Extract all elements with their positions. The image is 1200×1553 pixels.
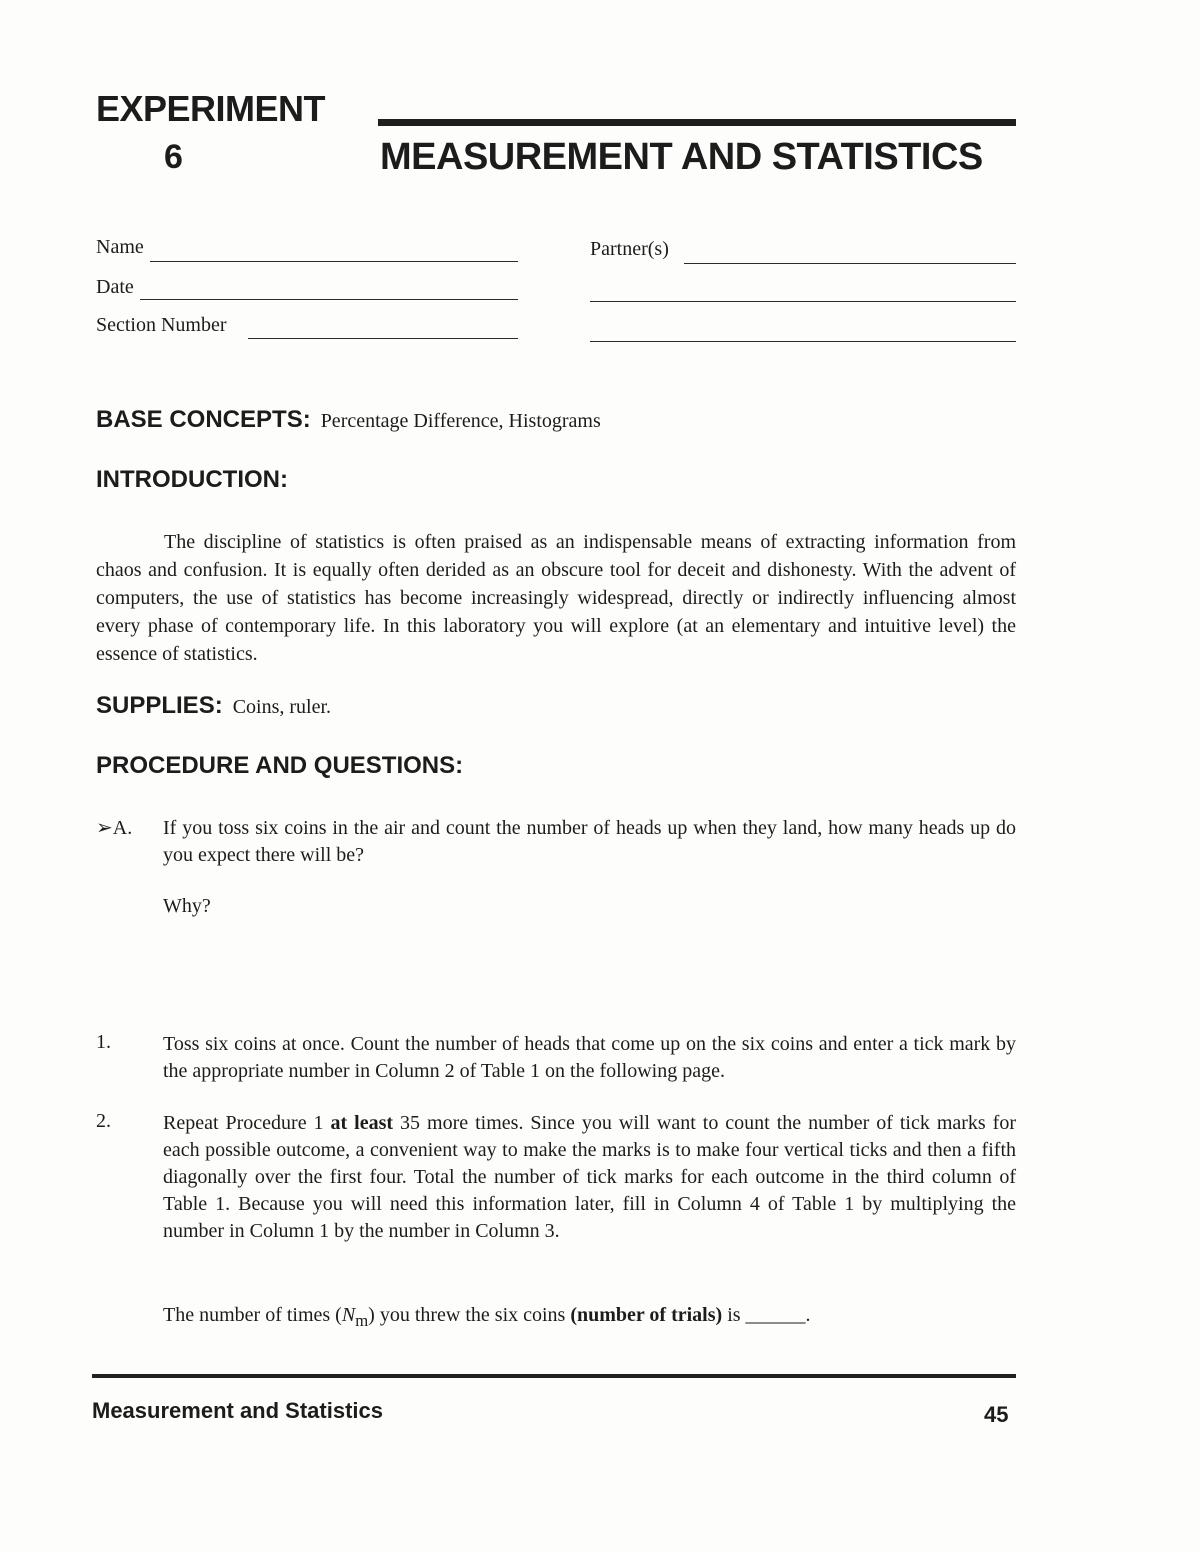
trials-symbol: N — [341, 1304, 356, 1326]
page-number: 45 — [984, 1402, 1009, 1427]
introduction-paragraph: The discipline of statistics is often praised as an indispensable means of extracting information from chaos and confusion. It is equally often derided as an obscure tool for deceit and dishonesty. With the advent of computers, the use of statistics has become increasingly widespread, directly or indirectly influencing almost every phase of contemporary life. In this laboratory you will explore (at an elementary and intuitive level) the essence of statistics. — [96, 531, 1016, 665]
partner-field-1[interactable] — [684, 263, 1016, 264]
trials-text-part: ) you threw the six coins — [368, 1304, 571, 1326]
supplies-heading — [96, 692, 331, 720]
experiment-label: EXPERIMENT — [96, 88, 326, 129]
partners-label: Partner(s) — [590, 238, 669, 260]
footer-title: Measurement and Statistics — [92, 1398, 383, 1423]
question-a-marker: ➢A. — [96, 817, 133, 839]
date-field[interactable] — [140, 299, 518, 300]
introduction-heading: INTRODUCTION: — [96, 466, 288, 493]
trials-text-part: The number of times ( — [163, 1304, 342, 1326]
section-number-field[interactable] — [248, 338, 518, 339]
experiment-number: 6 — [164, 138, 183, 176]
name-label: Name — [96, 236, 144, 258]
step-2-text-part: Repeat Procedure 1 — [163, 1112, 331, 1134]
supplies-text: Coins, ruler. — [232, 696, 332, 718]
question-a-text: If you toss six coins in the air and count the number of heads up when they land, how many heads up do you expect there will be? — [163, 817, 1016, 866]
trials-emphasis: (number of trials) — [570, 1304, 723, 1326]
base-concepts-label: BASE CONCEPTS: — [96, 406, 311, 433]
step-2-emphasis: at least — [330, 1112, 394, 1134]
step-1-text: Toss six coins at once. Count the number of heads that come up on the six coins and enter a tick mark by the appropriate number in Column 2 of Table 1 on the following page. — [163, 1033, 1016, 1082]
trials-blank: is ______. — [722, 1304, 811, 1326]
date-label: Date — [96, 276, 134, 298]
partner-field-2[interactable] — [590, 301, 1016, 302]
step-2-marker: 2. — [96, 1110, 111, 1132]
footer-rule — [92, 1374, 1016, 1378]
name-field[interactable] — [150, 261, 518, 262]
trials-sentence — [163, 1302, 811, 1334]
step-1-marker: 1. — [96, 1031, 111, 1053]
base-concepts-heading — [96, 406, 601, 434]
procedure-heading: PROCEDURE AND QUESTIONS: — [96, 752, 464, 779]
page-title: MEASUREMENT AND STATISTICS — [380, 136, 983, 178]
step-2-text-part: 35 more times. Since you will want to count the number of tick marks for each possible outcome, a convenient way to make the marks is to make four vertical ticks and then a fifth diagonally over the first four. Total the number of tick marks for each outcome in the third column of Table 1. Because you will need this information later, fill in Column 4 of Table 1 by multiplying the number in Column 1 by the number in Column 3. — [163, 1112, 1016, 1242]
partner-field-3[interactable] — [590, 341, 1016, 342]
step-2-text — [163, 1110, 1016, 1245]
section-number-label: Section Number — [96, 314, 227, 336]
supplies-label: SUPPLIES: — [96, 692, 223, 719]
question-a-why: Why? — [163, 895, 211, 917]
title-rule — [378, 119, 1016, 126]
base-concepts-text: Percentage Difference, Histograms — [320, 410, 601, 432]
trials-subscript: m — [355, 1311, 369, 1330]
